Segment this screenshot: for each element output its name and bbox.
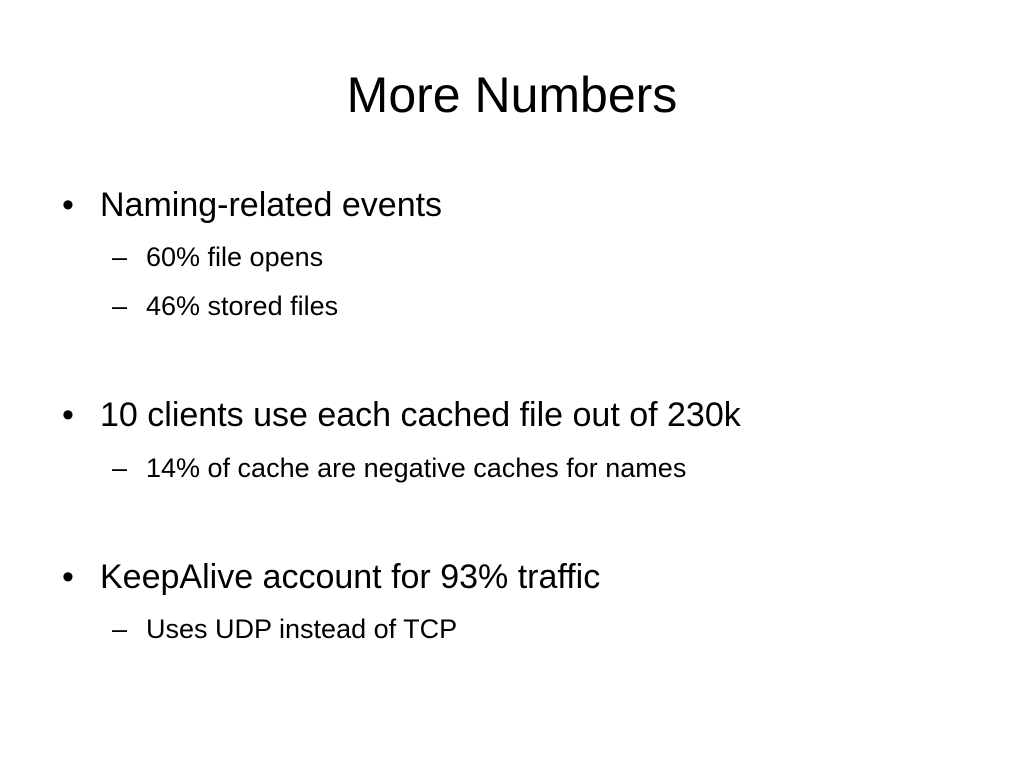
bullet-glyph: • bbox=[62, 396, 74, 434]
sub-bullet-text: 14% of cache are negative caches for names bbox=[146, 453, 687, 483]
sub-bullet-text: Uses UDP instead of TCP bbox=[146, 614, 458, 644]
bullet-item bbox=[62, 556, 600, 598]
bullet-item bbox=[62, 394, 741, 436]
dash-glyph: – bbox=[112, 453, 128, 483]
bullet-glyph: • bbox=[62, 558, 74, 596]
bullet-text: 10 clients use each cached file out of 230k bbox=[100, 396, 741, 434]
bullet-text: Naming-related events bbox=[100, 186, 443, 224]
bullet-glyph: • bbox=[62, 186, 74, 224]
slide-title: More Numbers bbox=[346, 67, 678, 123]
sub-bullet-item bbox=[112, 289, 338, 323]
sub-bullet-text: 46% stored files bbox=[146, 291, 339, 321]
bullet-item bbox=[62, 184, 442, 226]
sub-bullet-item bbox=[112, 612, 457, 646]
sub-bullet-item bbox=[112, 451, 686, 485]
sub-bullet-item bbox=[112, 240, 323, 274]
dash-glyph: – bbox=[112, 242, 128, 272]
dash-glyph: – bbox=[112, 291, 128, 321]
dash-glyph: – bbox=[112, 614, 128, 644]
sub-bullet-text: 60% file opens bbox=[146, 242, 324, 272]
bullet-text: KeepAlive account for 93% traffic bbox=[100, 558, 601, 596]
